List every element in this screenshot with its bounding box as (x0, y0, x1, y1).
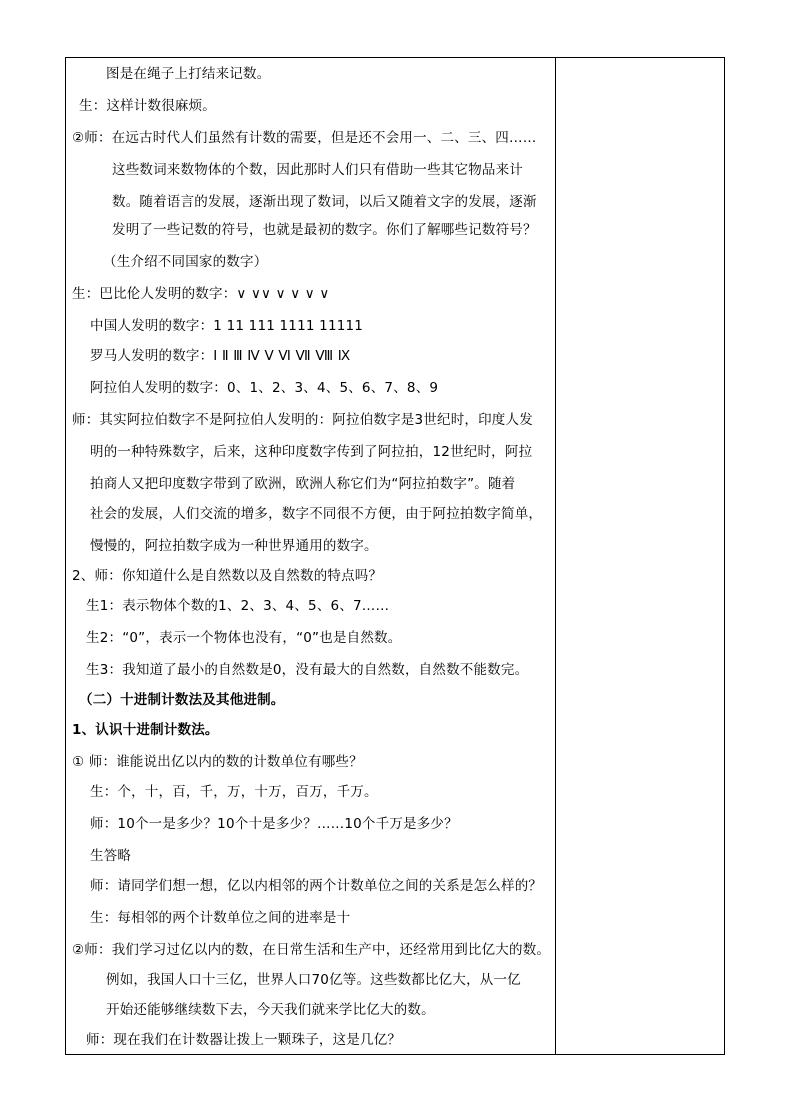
text-line: 生：巴比伦人发明的数字：∨ ∨∨ ∨ ∨ ∨ ∨ (72, 286, 330, 302)
text-line: 社会的发展，人们交流的增多，数字不同很不方便，由于阿拉拍数字简单， (90, 506, 543, 522)
text-line: 慢慢的，阿拉拍数字成为一种世界通用的数字。 (90, 538, 378, 554)
text-line: 生答略 (90, 848, 132, 864)
text-line: 生：每相邻的两个计数单位之间的进率是十 (90, 910, 351, 926)
column-divider (555, 58, 556, 1054)
lesson-table (65, 57, 725, 1055)
text-line: 生2：“0”，表示一个物体也没有，“0”也是自然数。 (86, 630, 402, 646)
section-heading: （二）十进制计数法及其他进制。 (79, 692, 285, 708)
text-line: 发明了一些记数的符号，也就是最初的数字。你们了解哪些记数符号？ (112, 222, 537, 238)
text-line: ① 师：谁能说出亿以内的数的计数单位有哪些？ (72, 754, 363, 770)
text-line: 师：10个一是多少？10个十是多少？……10个千万是多少？ (90, 816, 458, 832)
text-line: 拍商人又把印度数字带到了欧洲，欧洲人称它们为“阿拉拍数字”。随着 (90, 476, 516, 492)
text-line: 开始还能够继续数下去，今天我们就来学比亿大的数。 (106, 1002, 435, 1018)
text-line: 师：请同学们想一想，亿以内相邻的两个计数单位之间的关系是怎么样的？ (90, 878, 543, 894)
text-line: 罗马人发明的数字：Ⅰ Ⅱ Ⅲ Ⅳ Ⅴ Ⅵ Ⅶ Ⅷ Ⅸ (90, 348, 351, 364)
text-line: 例如，我国人口十三亿，世界人口70亿等。这些数都比亿大，从一亿 (106, 972, 521, 988)
text-line: 这些数词来数物体的个数，因此那时人们只有借助一些其它物品来计 (112, 162, 523, 178)
lesson-content-cell (66, 58, 555, 1054)
text-line: 师：其实阿拉伯数字不是阿拉伯人发明的：阿拉伯数字是3世纪时，印度人发 (72, 412, 533, 428)
text-line: 生1：表示物体个数的1、2、3、4、5、6、7…… (86, 598, 390, 614)
text-line: 数。随着语言的发展，逐渐出现了数词，以后又随着文字的发展，逐渐 (112, 194, 537, 210)
text-line: 图是在绳子上打结来记数。 (106, 66, 271, 82)
text-line: （生介绍不同国家的数字） (103, 254, 268, 270)
text-line: 2、师：你知道什么是自然数以及自然数的特点吗？ (72, 568, 383, 584)
text-line: ②师：我们学习过亿以内的数，在日常生活和生产中，还经常用到比亿大的数。 (72, 942, 551, 958)
subsection-heading: 1、认识十进制计数法。 (72, 722, 219, 738)
text-line: 阿拉伯人发明的数字：0、1、2、3、4、5、6、7、8、9 (90, 380, 439, 396)
text-line: 明的一种特殊数字，后来，这种印度数字传到了阿拉拍，12世纪时，阿拉 (90, 444, 533, 460)
text-line: 生：个，十，百，千，万，十万，百万，千万。 (90, 784, 378, 800)
text-line: ②师：在远古时代人们虽然有计数的需要，但是还不会用一、二、三、四…… (72, 130, 537, 146)
text-line: 生3：我知道了最小的自然数是0，没有最大的自然数，自然数不能数完。 (86, 662, 529, 678)
text-line: 师：现在我们在计数器让拨上一颗珠子，这是几亿？ (86, 1032, 402, 1048)
text-line: 中国人发明的数字：1 11 111 1111 11111 (90, 318, 364, 334)
text-line: 生：这样计数很麻烦。 (79, 98, 216, 114)
